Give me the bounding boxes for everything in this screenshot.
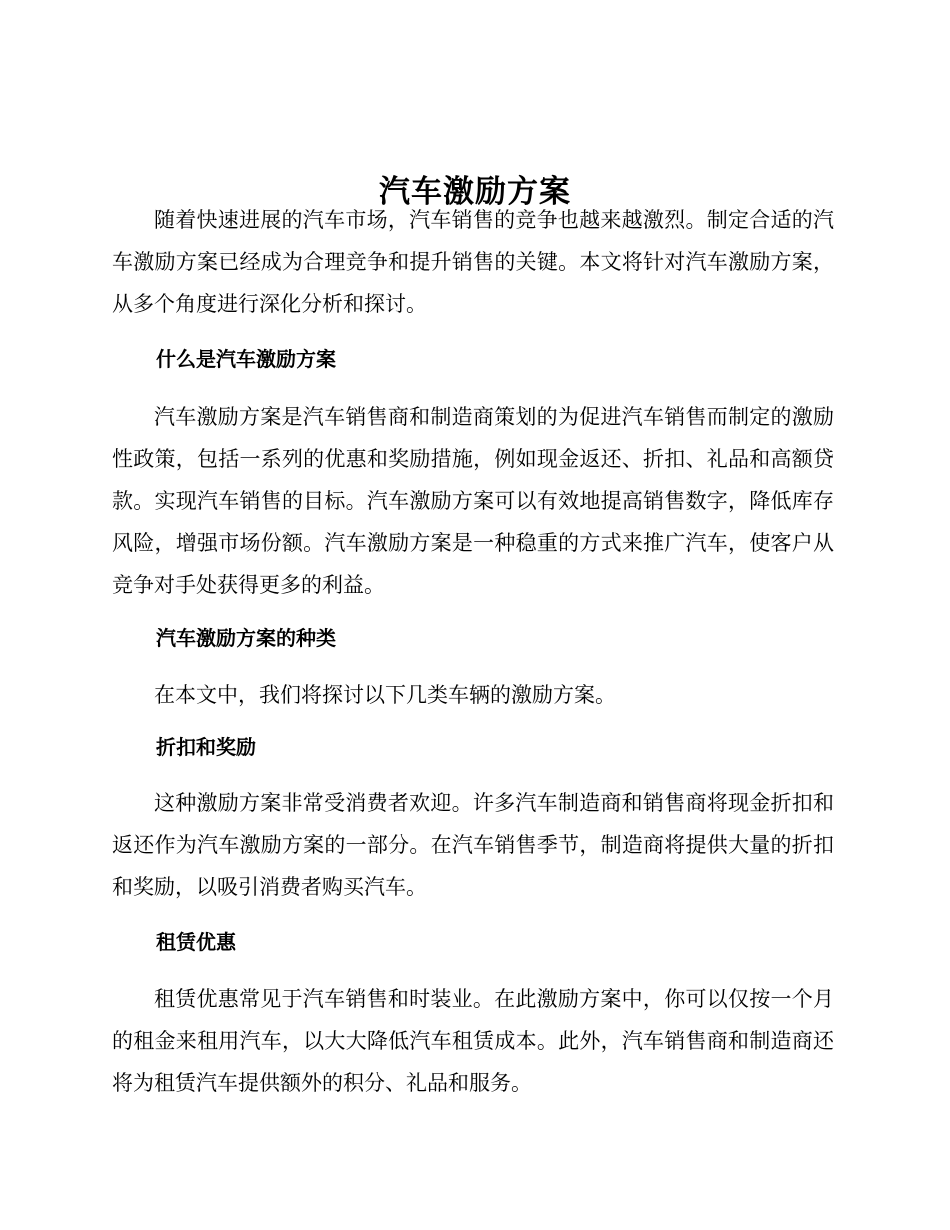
section-body-discounts: 这种激励方案非常受消费者欢迎。许多汽车制造商和销售商将现金折扣和返还作为汽车激励方案的一部分。在汽车销售季节，制造商将提供大量的折扣和奖励，以吸引消费者购买汽车。 (112, 791, 834, 899)
section-heading-what-is: 什么是汽车激励方案 (156, 347, 336, 371)
section-body-types: 在本文中，我们将探讨以下几类车辆的激励方案。 (154, 683, 616, 707)
section-body-leasing: 租赁优惠常见于汽车销售和时装业。在此激励方案中，你可以仅按一个月的租金来租用汽车，以大大降低汽车租赁成本。此外，汽车销售商和制造商还将为租赁汽车提供额外的积分、礼品和服务。 (112, 987, 834, 1095)
section-body-what-is: 汽车激励方案是汽车销售商和制造商策划的为促进汽车销售而制定的激励性政策，包括一系列的优惠和奖励措施，例如现金返还、折扣、礼品和高额贷款。实现汽车销售的目标。汽车激励方案可以有效地提高销售数字，降低库存风险，增强市场份额。汽车激励方案是一种稳重的方式来推广汽车，使客户从竞争对手处获得更多的利益。 (112, 405, 834, 597)
intro-paragraph: 随着快速进展的汽车市场，汽车销售的竞争也越来越激烈。制定合适的汽车激励方案已经成为合理竞争和提升销售的关键。本文将针对汽车激励方案，从多个角度进行深化分析和探讨。 (112, 208, 834, 316)
section-heading-discounts: 折扣和奖励 (156, 735, 256, 759)
section-heading-types: 汽车激励方案的种类 (156, 626, 336, 650)
section-heading-leasing: 租赁优惠 (156, 930, 236, 954)
document-title: 汽车激励方案 (379, 173, 571, 210)
